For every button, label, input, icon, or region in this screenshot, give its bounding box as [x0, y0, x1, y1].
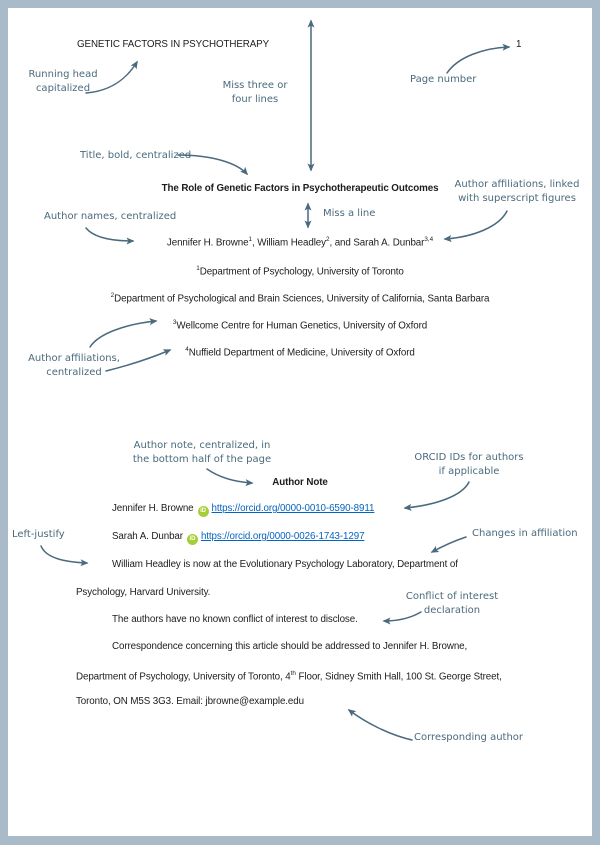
miss-a-line-annotation: Miss a line: [323, 208, 376, 219]
orcid-row-2: [112, 531, 364, 545]
affiliation-1-text: Department of Psychology, University of Toronto: [199, 266, 404, 278]
affiliation-1-superscript: 1: [196, 265, 200, 272]
title-annotation: Title, bold, centralized: [80, 150, 192, 161]
changes-in-affiliation-annotation: Changes in affiliation: [472, 528, 578, 539]
conflict-of-interest-line: The authors have no known conflict of interest to disclose.: [112, 614, 358, 625]
author-separator-2: , and: [329, 237, 354, 249]
author-note-annotation: Author note, centralized, in the bottom half of the page: [132, 440, 272, 465]
floor-ordinal-superscript: th: [290, 670, 296, 677]
affiliations-centralized-annotation: Author affiliations, centralized: [28, 353, 120, 378]
orcid-link-2[interactable]: https://orcid.org/0000-0026-1743-1297: [200, 531, 365, 542]
affiliation-3-text: Wellcome Centre for Human Genetics, University of Oxford: [176, 320, 428, 332]
affiliation-1: [8, 263, 592, 278]
document-page: [8, 8, 592, 836]
author-1-superscript: 1: [248, 236, 252, 243]
author-separator-1: ,: [251, 237, 258, 249]
author-3-superscript: 3,4: [424, 236, 434, 243]
orcid-row-1: [112, 503, 374, 517]
orcid-ids-annotation: ORCID IDs for authors if applicable: [414, 452, 524, 477]
corresponding-author-annotation: Corresponding author: [414, 732, 524, 743]
affiliation-4-text: Nuffield Department of Medicine, University of Oxford: [188, 347, 415, 359]
affiliation-3: [8, 317, 592, 332]
orcid-icon: iD: [187, 534, 198, 545]
author-names-annotation: Author names, centralized: [44, 211, 177, 222]
affiliation-change-line-1: William Headley is now at the Evolutionary Psychology Laboratory, Department of: [112, 559, 458, 570]
affiliation-2-superscript: 2: [110, 292, 115, 299]
orcid-author-1-name: Jennifer H. Browne: [112, 503, 194, 514]
author-3: Sarah A. Dunbar: [353, 237, 425, 249]
author-note-heading: Author Note: [272, 477, 328, 488]
orcid-link-1[interactable]: https://orcid.org/0000-0010-6590-8911: [211, 503, 375, 514]
page-number: 1: [516, 39, 522, 50]
affiliation-2: [8, 290, 592, 305]
orcid-icon: iD: [198, 506, 209, 517]
correspondence-line-2: [76, 668, 502, 683]
author-2-superscript: 2: [325, 236, 330, 243]
left-justify-annotation: Left-justify: [12, 529, 65, 540]
conflict-declaration-annotation: Conflict of interest declaration: [405, 591, 499, 616]
author-2: William Headley: [257, 237, 326, 249]
paper-title: The Role of Genetic Factors in Psychotherapeutic Outcomes: [161, 183, 439, 194]
affiliations-linked-annotation: Author affiliations, linked with superscript figures: [454, 179, 580, 204]
running-head-annotation: Running head capitalized: [28, 69, 98, 94]
author-1: Jennifer H. Browne: [166, 237, 249, 249]
miss-three-lines-annotation: Miss three or four lines: [222, 80, 288, 105]
correspondence-line-3: Toronto, ON M5S 3G3. Email: jbrowne@example.edu: [76, 696, 304, 707]
affiliation-change-line-2: Psychology, Harvard University.: [76, 587, 211, 598]
orcid-author-2-name: Sarah A. Dunbar: [112, 531, 183, 542]
correspondence-line-2a: Department of Psychology, University of Toronto, 4: [76, 671, 291, 683]
affiliation-3-superscript: 3: [172, 319, 177, 326]
running-head: GENETIC FACTORS IN PSYCHOTHERAPY: [77, 39, 270, 50]
affiliation-4-superscript: 4: [185, 346, 189, 353]
author-byline: [8, 234, 592, 249]
page-number-annotation: Page number: [410, 74, 477, 85]
affiliation-2-text: Department of Psychological and Brain Sciences, University of California, Santa Barbara: [114, 293, 490, 305]
correspondence-line-1: Correspondence concerning this article should be addressed to Jennifer H. Browne,: [112, 641, 468, 652]
correspondence-line-2b: Floor, Sidney Smith Hall, 100 St. George Street,: [295, 671, 502, 683]
